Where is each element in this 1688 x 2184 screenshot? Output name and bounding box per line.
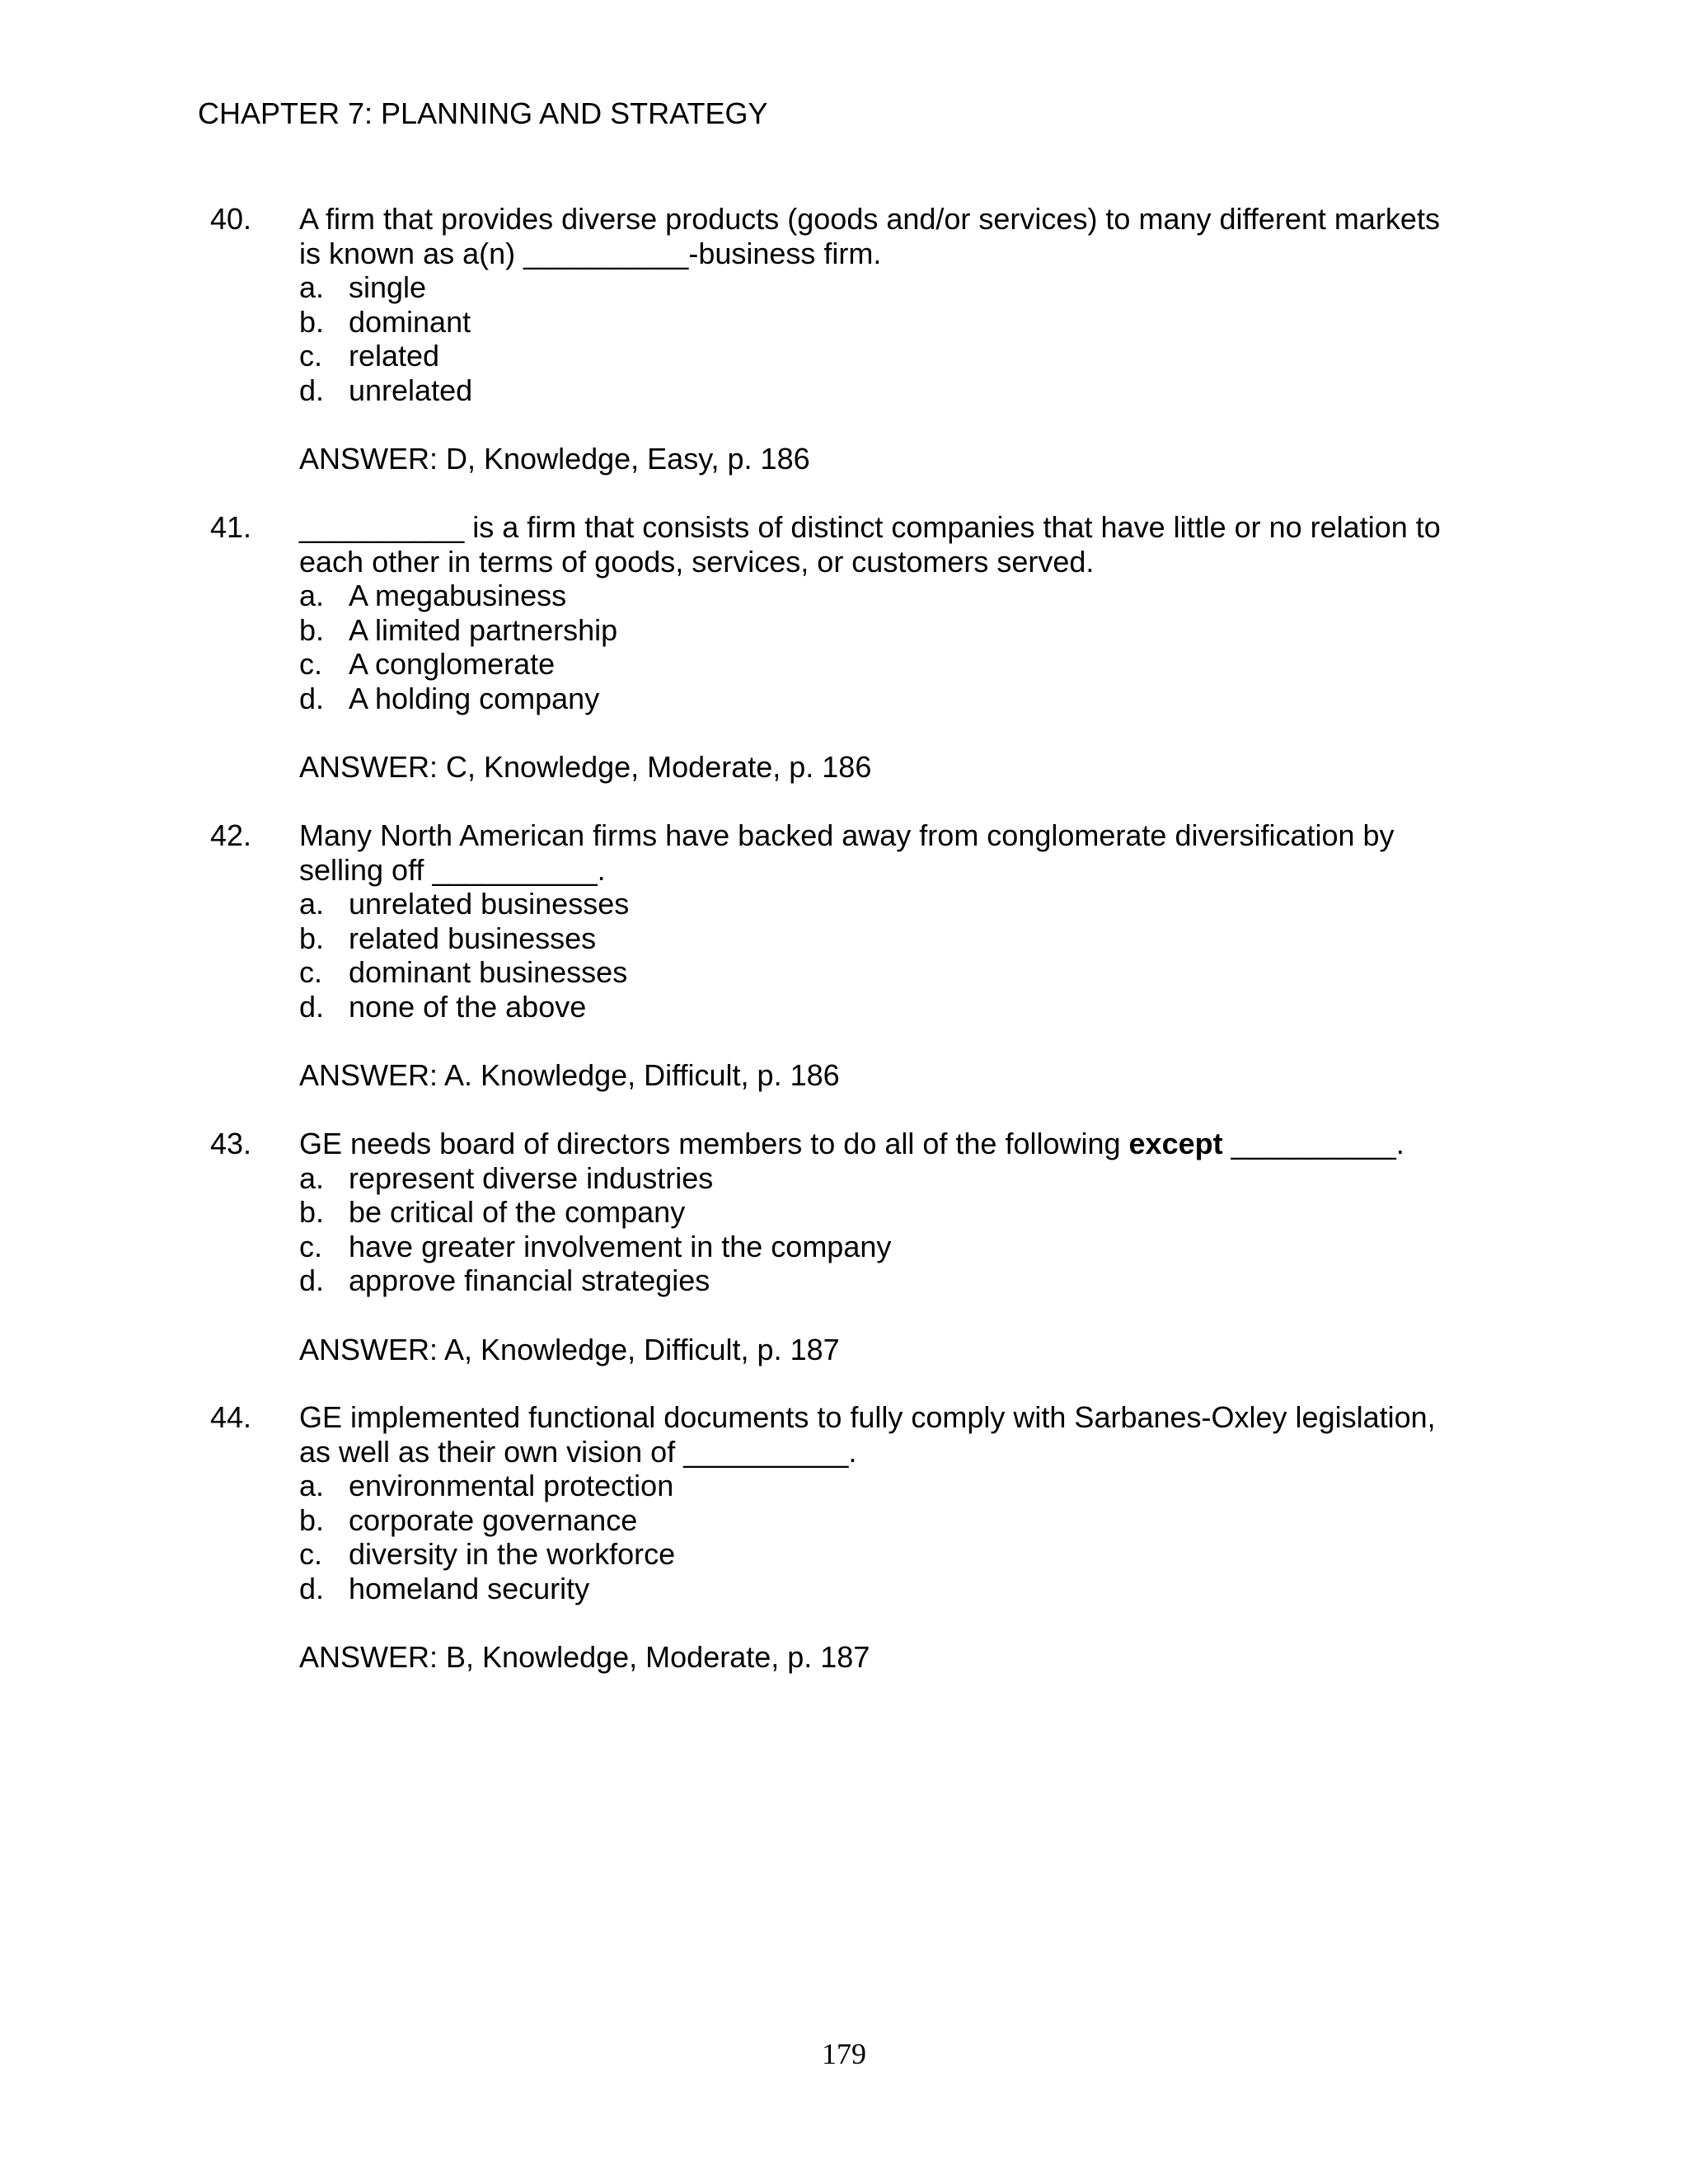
- question-stem-line: A firm that provides diverse products (goods and/or services) to many different markets: [299, 202, 1440, 236]
- option-letter: d.: [299, 681, 325, 715]
- option-letter: d.: [299, 1571, 325, 1605]
- option-text: none of the above: [349, 989, 587, 1024]
- question-stem-line: [299, 1127, 1512, 1161]
- option-letter: b.: [299, 1502, 325, 1537]
- answer-option-c: [299, 1230, 1512, 1264]
- option-letter: a.: [299, 1469, 325, 1503]
- option-letter: c.: [299, 339, 323, 373]
- option-text: represent diverse industries: [349, 1160, 714, 1195]
- option-text: related businesses: [349, 921, 597, 955]
- answer-option-d: [299, 1263, 1512, 1298]
- option-text: homeland security: [349, 1571, 590, 1605]
- answer-option-c: [299, 647, 1512, 682]
- option-text: diversity in the workforce: [349, 1537, 676, 1572]
- option-letter: b.: [299, 612, 325, 647]
- option-letter: a.: [299, 579, 325, 613]
- question-stem-line: __________ is a firm that consists of distinct companies that have little or no relation to: [299, 510, 1441, 544]
- option-letter: b.: [299, 1195, 325, 1230]
- question-stem-line: each other in terms of goods, services, or customers served.: [299, 544, 1095, 579]
- option-letter: d.: [299, 989, 325, 1024]
- option-text: A limited partnership: [349, 612, 618, 647]
- answer-option-d: [299, 373, 1512, 408]
- question-42: [210, 818, 1512, 1093]
- option-letter: c.: [299, 1229, 323, 1263]
- answer-key: ANSWER: C, Knowledge, Moderate, p. 186: [299, 750, 872, 785]
- stem-blank: __________.: [1222, 1127, 1404, 1160]
- option-letter: a.: [299, 1160, 325, 1195]
- chapter-title: CHAPTER 7: PLANNING AND STRATEGY: [198, 96, 768, 130]
- question-body: [299, 1400, 1512, 1675]
- answer-key: ANSWER: A. Knowledge, Difficult, p. 186: [299, 1058, 840, 1093]
- answer-key: ANSWER: D, Knowledge, Easy, p. 186: [299, 442, 810, 476]
- option-letter: c.: [299, 955, 323, 990]
- question-body: [299, 510, 1512, 785]
- answer-key: ANSWER: B, Knowledge, Moderate, p. 187: [299, 1640, 870, 1675]
- option-text: dominant: [349, 304, 471, 339]
- option-text: be critical of the company: [349, 1195, 686, 1230]
- option-letter: b.: [299, 921, 325, 955]
- answer-option-d: [299, 1572, 1512, 1606]
- question-44: [210, 1400, 1512, 1675]
- question-number: 44.: [210, 1400, 252, 1434]
- option-letter: b.: [299, 304, 325, 339]
- option-text: A conglomerate: [349, 647, 556, 682]
- answer-option-a: [299, 887, 1512, 921]
- question-number: 40.: [210, 202, 252, 236]
- option-letter: a.: [299, 887, 325, 921]
- question-body: [299, 1127, 1512, 1366]
- question-body: [299, 202, 1512, 476]
- option-text: approve financial strategies: [349, 1263, 710, 1298]
- question-stem-line: GE implemented functional documents to fully comply with Sarbanes-Oxley legislation,: [299, 1400, 1436, 1434]
- stem-text: GE needs board of directors members to do all of the following: [299, 1127, 1129, 1160]
- question-43: [210, 1127, 1512, 1366]
- answer-option-b: [299, 921, 1512, 956]
- answer-option-b: [299, 1195, 1512, 1230]
- question-number: 43.: [210, 1127, 252, 1160]
- answer-key: ANSWER: A, Knowledge, Difficult, p. 187: [299, 1332, 840, 1366]
- question-stem-line: selling off __________.: [299, 852, 606, 887]
- answer-option-a: [299, 1161, 1512, 1196]
- answer-option-c: [299, 1537, 1512, 1572]
- option-letter: c.: [299, 1537, 323, 1572]
- answer-option-b: [299, 1503, 1512, 1538]
- question-stem-line: Many North American firms have backed away from conglomerate diversification by: [299, 818, 1395, 852]
- answer-option-c: [299, 339, 1512, 373]
- answer-option-d: [299, 682, 1512, 716]
- answer-option-a: [299, 579, 1512, 613]
- option-text: unrelated businesses: [349, 887, 630, 921]
- option-text: related: [349, 339, 440, 373]
- answer-option-c: [299, 955, 1512, 990]
- answer-option-b: [299, 613, 1512, 648]
- option-text: unrelated: [349, 373, 473, 407]
- answer-option-a: [299, 1469, 1512, 1503]
- question-number: 42.: [210, 818, 252, 852]
- question-40: [210, 202, 1512, 476]
- answer-option-a: [299, 270, 1512, 305]
- option-text: have greater involvement in the company: [349, 1229, 892, 1263]
- option-letter: d.: [299, 1263, 325, 1298]
- option-letter: d.: [299, 373, 325, 407]
- question-stem-line: as well as their own vision of __________.: [299, 1434, 857, 1469]
- question-body: [299, 818, 1512, 1093]
- page-number: 179: [822, 2037, 866, 2070]
- answer-option-d: [299, 990, 1512, 1024]
- option-letter: a.: [299, 270, 325, 305]
- option-text: environmental protection: [349, 1469, 674, 1503]
- question-stem-line: is known as a(n) __________-business firm.: [299, 236, 882, 270]
- option-text: A megabusiness: [349, 579, 567, 613]
- option-text: dominant businesses: [349, 955, 628, 990]
- stem-emphasis: except: [1128, 1127, 1223, 1160]
- option-text: single: [349, 270, 427, 305]
- option-text: corporate governance: [349, 1502, 638, 1537]
- question-41: [210, 510, 1512, 785]
- question-number: 41.: [210, 510, 252, 544]
- option-text: A holding company: [349, 681, 600, 715]
- answer-option-b: [299, 305, 1512, 340]
- option-letter: c.: [299, 647, 323, 682]
